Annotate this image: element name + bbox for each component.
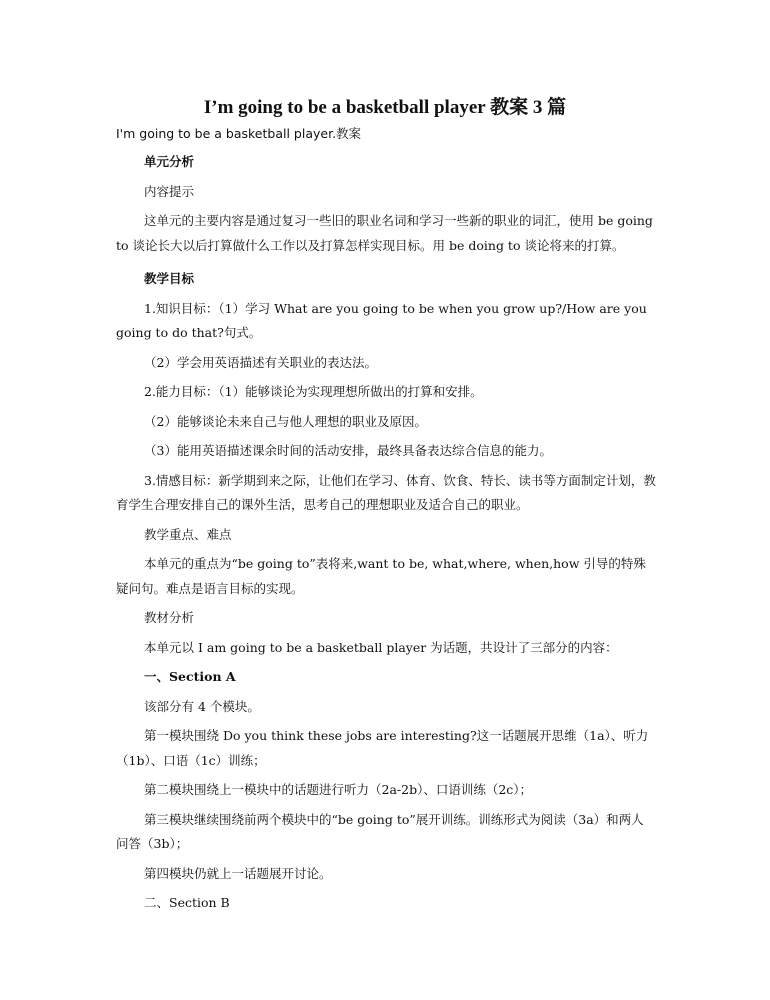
heading-material-analysis: 教材分析 <box>144 610 195 625</box>
paragraph-material: 本单元以 I am going to be a basketball player 为话题，共设计了三部分的内容： <box>144 639 618 655</box>
document-body <box>116 150 656 916</box>
goal-knowledge-2: （2）学会用英语描述有关职业的表达法。 <box>144 354 377 370</box>
goal-ability-2: （2）能够谈论未来自己与他人理想的职业及原因。 <box>144 413 427 429</box>
module-2: 第二模块围绕上一模块中的话题进行听力（2a-2b）、口语训练（2c）； <box>144 782 533 797</box>
heading-section-b: 二、Section B <box>144 895 230 910</box>
heading-key-points: 教学重点、难点 <box>144 526 232 542</box>
heading-content-tips: 内容提示 <box>144 183 195 199</box>
goal-ability-3: （3）能用英语描述课余时间的活动安排，最终具备表达综合信息的能力。 <box>144 443 552 458</box>
paragraph-section-a: 该部分有 4 个模块。 <box>144 698 260 714</box>
heading-teaching-goals: 教学目标 <box>144 271 195 286</box>
module-3: 第三模块继续围绕前两个模块中的“be going to”展开训练。训练形式为阅读（3a）和两人问答（3b）； <box>116 811 644 851</box>
goal-emotion: 3.情感目标：新学期到来之际，让他们在学习、体育、饮食、特长、读书等方面制定计划，教育学生合理安排自己的课外生活，思考自己的理想职业及适合自己的职业。 <box>116 472 656 512</box>
module-1: 第一模块围绕 Do you think these jobs are interesting?这一话题展开思维（1a）、听力（1b）、口语（1c）训练； <box>116 728 649 768</box>
document-title: I’m going to be a basketball player 教案 3 篇 <box>203 97 567 118</box>
heading-section-a: 一、Section A <box>144 669 236 684</box>
goal-ability: 2.能力目标：（1）能够谈论为实现理想所做出的打算和安排。 <box>144 384 483 399</box>
module-4: 第四模块仍就上一话题展开讨论。 <box>144 865 332 881</box>
goal-knowledge: 1.知识目标：（1）学习 What are you going to be when you grow up?/How are you going to do that?句式。 <box>116 300 647 340</box>
heading-unit-analysis: 单元分析 <box>144 154 195 169</box>
paragraph-content: 这单元的主要内容是通过复习一些旧的职业名词和学习一些新的职业的词汇，使用 be going to 谈论长大以后打算做什么工作以及打算怎样实现目标。用 be doing to 谈论将来的打算。 <box>116 213 653 253</box>
paragraph-key-points: 本单元的重点为“be going to”表将来,want to be, what,where, when,how 引导的特殊疑问句。难点是语言目标的实现。 <box>116 556 646 596</box>
document-subtitle: I'm going to be a basketball player.教案 <box>116 126 362 141</box>
